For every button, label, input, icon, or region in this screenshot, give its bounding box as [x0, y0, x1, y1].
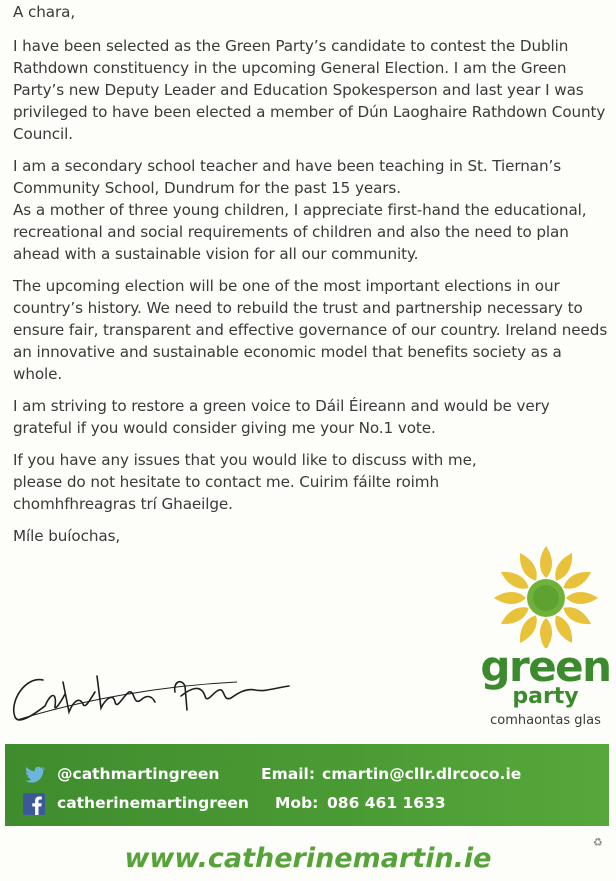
mobile-label: Mob: [275, 794, 319, 812]
letter-paragraph-vote: I am striving to restore a green voice to Dáil Éireann and would be very grateful if you would consider giving me your No.1 vote. [13, 397, 550, 437]
letter-signoff: Míle buíochas, [13, 527, 121, 545]
facebook-handle[interactable]: catherinemartingreen [57, 794, 249, 812]
twitter-bird-icon[interactable] [22, 763, 46, 787]
contact-row-twitter-email [5, 763, 609, 789]
letter-greeting: A chara, [13, 3, 76, 21]
letter-paragraph-intro: I have been selected as the Green Party’s candidate to contest the Dublin Rathdown constituency in the upcoming General Election. I am the Green Party’s new Deputy Leader and Education Spokesperson and last year I was privileged to have been elected a member of Dún Laoghaire Rathdown County Council. [13, 37, 606, 143]
green-party-logo [478, 538, 613, 738]
website-url[interactable]: www.catherinemartin.ie [124, 843, 492, 874]
letter-paragraph-mother: As a mother of three young children, I appreciate first-hand the educational, recreational and social requirements of children and also the need to plan ahead with a sustainable vision for all our community. [13, 201, 587, 263]
letter-body [13, 0, 609, 557]
logo-tagline: comhaontas glas [490, 713, 601, 728]
contact-row-facebook-mobile [5, 792, 609, 818]
email-address[interactable]: cmartin@cllr.dlrcoco.ie [322, 765, 522, 783]
twitter-handle[interactable]: @cathmartingreen [57, 765, 220, 783]
facebook-icon[interactable] [22, 792, 46, 816]
letter-paragraph-contact: If you have any issues that you would like to discuss with me, please do not hesitate to contact me. Cuirim fáilte roimh chomhfhreagras trí Ghaeilge. [13, 451, 477, 513]
handwritten-signature [5, 662, 295, 732]
letter-paragraph-teacher: I am a secondary school teacher and have been teaching in St. Tiernan’s Community School, Dundrum for the past 15 years. [13, 157, 562, 197]
recycle-icon: ♻ [593, 836, 603, 849]
mobile-number[interactable]: 086 461 1633 [327, 794, 446, 812]
green-party-sunflower-icon [478, 538, 613, 648]
letter-paragraph-election: The upcoming election will be one of the most important elections in our country’s history. We need to rebuild the trust and partnership necessary to ensure fair, transparent and effective governance of our country. Ireland needs an innovative and sustainable economic model that benefits society as a whole. [13, 277, 608, 383]
logo-word-green: green [480, 642, 611, 691]
logo-word-party: party [512, 684, 579, 709]
contact-band [5, 744, 609, 826]
email-label: Email: [261, 765, 316, 783]
